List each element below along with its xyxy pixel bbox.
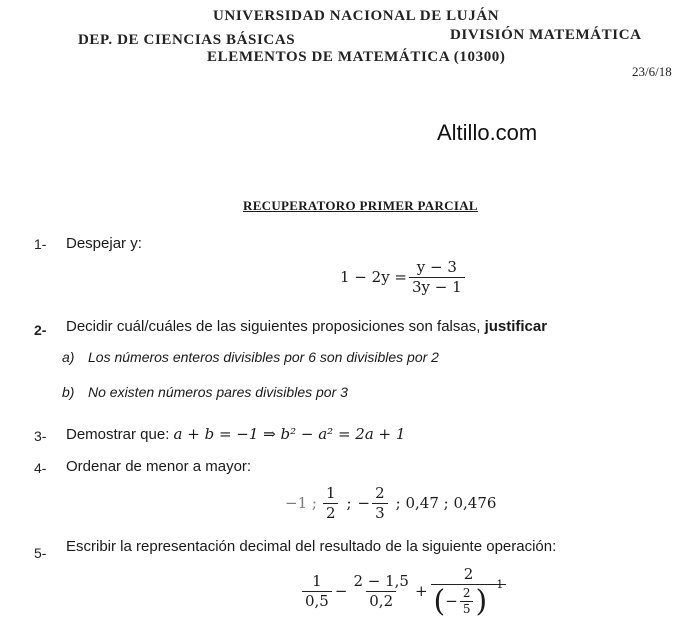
question-3-text <box>66 425 405 443</box>
watermark-text: Altillo.com <box>437 120 538 145</box>
question-2-item-a <box>62 349 439 365</box>
minus-operator: − <box>334 582 348 601</box>
separator: ; <box>346 494 352 512</box>
plus-operator: + <box>414 582 428 601</box>
equation-lhs: 1 − 2y = <box>340 268 408 286</box>
item-a-label: a) <box>62 349 75 365</box>
term-3-denominator <box>431 578 507 619</box>
question-5-text: Escribir la representación decimal del resultado de la siguiente operación: <box>66 538 557 555</box>
value-two-thirds <box>372 485 388 521</box>
decimal-values: ; 0,47̄ ; 0,476 <box>395 494 497 512</box>
exponent: −1 <box>487 578 504 592</box>
question-5-operation <box>300 566 508 617</box>
value-one-half <box>323 485 339 521</box>
question-2-text <box>66 318 547 335</box>
one-half-denominator: 2 <box>323 503 339 522</box>
question-4-numbers <box>285 485 496 521</box>
term-1-numerator: 1 <box>312 572 322 591</box>
inner-fraction <box>460 587 474 616</box>
operation-term-1 <box>302 573 332 609</box>
term-1-denominator: 0,5 <box>302 591 332 610</box>
question-3-number: 3- <box>34 428 47 444</box>
question-3-expression: a + b = −1 ⇒ b² − a² = 2a + 1 <box>173 425 406 443</box>
one-half-numerator: 1 <box>325 484 336 502</box>
exam-date: 23/6/18 <box>632 64 672 79</box>
open-paren: ( <box>433 583 446 619</box>
question-4-number: 4- <box>34 460 47 476</box>
division-name: DIVISIÓN MATEMÁTICA <box>450 27 642 43</box>
item-a-text: Los números enteros divisibles por 6 son divisibles por 2 <box>88 349 439 365</box>
term-2-numerator: 2 − 1,5 <box>353 572 409 591</box>
value-minus-one: −1 ; <box>285 494 317 512</box>
course-name: ELEMENTOS DE MATEMÁTICA (10300) <box>207 49 506 65</box>
question-2-item-b <box>62 384 348 400</box>
question-1-text: Despejar y: <box>66 235 142 252</box>
question-5-number: 5- <box>34 545 47 561</box>
question-4-text: Ordenar de menor a mayor: <box>66 458 252 475</box>
question-1-equation <box>340 259 467 295</box>
operation-term-3 <box>431 566 507 617</box>
question-3-prompt: Demostrar que: <box>66 426 170 443</box>
two-thirds-denominator: 3 <box>372 503 388 522</box>
exam-title: RECUPERATORO PRIMER PARCIAL <box>243 198 478 213</box>
question-2-emphasis: justificar <box>484 318 548 335</box>
close-paren: ) <box>475 583 488 619</box>
fraction-numerator: y − 3 <box>416 258 457 276</box>
university-name: UNIVERSIDAD NACIONAL DE LUJÁN <box>213 8 500 24</box>
operation-term-2 <box>350 573 412 609</box>
question-1-number: 1- <box>34 236 47 252</box>
inner-numerator: 2 <box>462 585 471 600</box>
item-b-label: b) <box>62 384 75 400</box>
question-2-number: 2- <box>34 322 47 338</box>
equation-fraction <box>409 259 465 295</box>
fraction-denominator: 3y − 1 <box>409 277 465 296</box>
term-3-numerator: 2 <box>463 565 474 583</box>
department-name: DEP. DE CIENCIAS BÁSICAS <box>78 32 296 48</box>
denominator-negative-sign: − <box>445 592 458 611</box>
item-b-text: No existen números pares divisibles por 3 <box>88 384 348 400</box>
term-2-denominator: 0,2 <box>366 591 396 610</box>
negative-sign: − <box>357 494 371 512</box>
two-thirds-numerator: 2 <box>375 484 385 502</box>
question-2-prompt: Decidir cuál/cuáles de las siguientes proposiciones son falsas, <box>66 318 481 335</box>
inner-denominator: 5 <box>460 601 474 616</box>
